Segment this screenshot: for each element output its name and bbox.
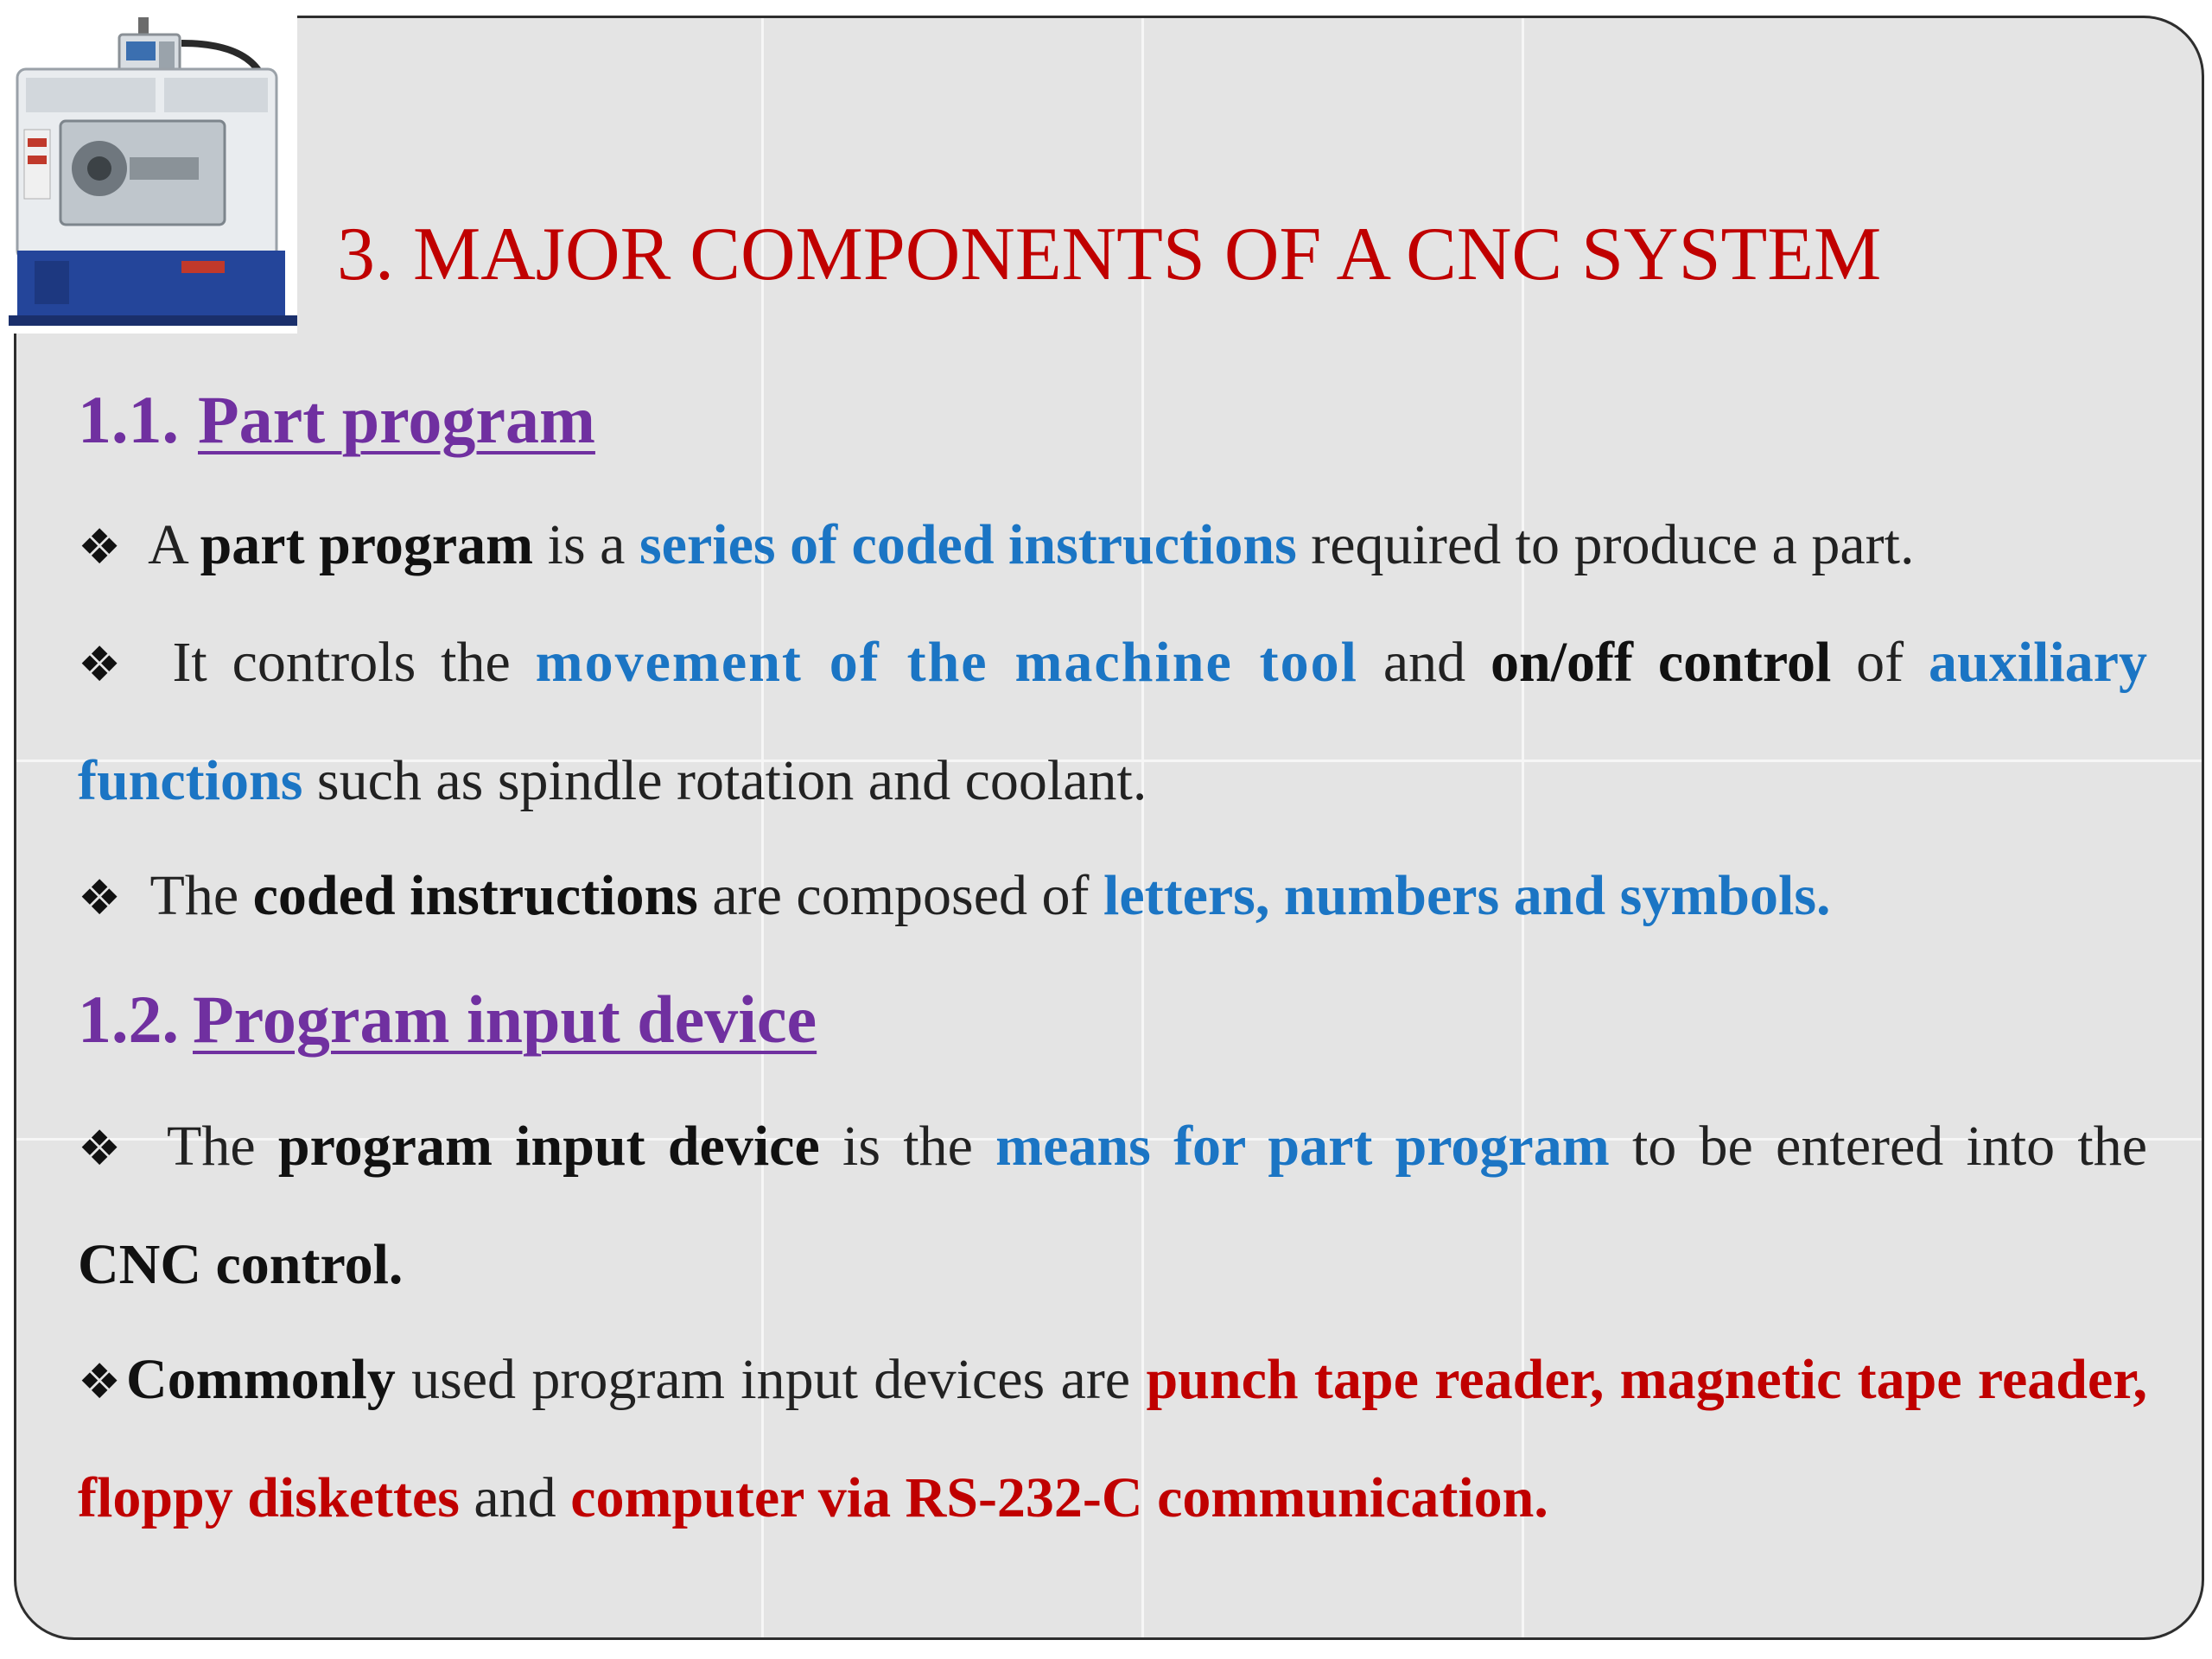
section-heading-text: Part program — [198, 382, 595, 457]
section-heading-part-program — [78, 378, 595, 461]
bullet-diamond-icon: ❖ — [78, 870, 122, 926]
bullet-coded-instructions: ❖ The coded instructions are composed of letters, numbers and symbols. — [78, 864, 1831, 927]
slide-title: 3. MAJOR COMPONENTS OF A CNC SYSTEM — [337, 213, 1882, 296]
bullet-diamond-icon: ❖ — [78, 1121, 130, 1177]
section-number: 1.2. — [78, 982, 179, 1057]
section-heading-program-input-device — [78, 978, 817, 1061]
bullet-machine-control: ❖ It controls the movement of the machine tool and on/off control of auxiliary functions such as spindle rotation and coolant. — [78, 631, 2148, 812]
bullet-common-input-devices: ❖Commonly used program input devices are punch tape reader, magnetic tape reader, floppy diskettes and computer via RS-232-C communication. — [78, 1348, 2148, 1529]
bullet-diamond-icon: ❖ — [78, 519, 122, 575]
section-number: 1.1. — [78, 382, 179, 457]
cnc-lathe-image — [9, 9, 297, 334]
bullet-program-input-definition: ❖ The program input device is the means for part program to be entered into the CNC control. — [78, 1115, 2148, 1296]
section-heading-text: Program input device — [193, 982, 817, 1057]
bullet-diamond-icon: ❖ — [78, 1354, 124, 1410]
bullet-diamond-icon: ❖ — [78, 637, 132, 693]
bullet-part-program-definition: ❖ A part program is a series of coded instructions required to produce a part. — [78, 513, 1915, 576]
